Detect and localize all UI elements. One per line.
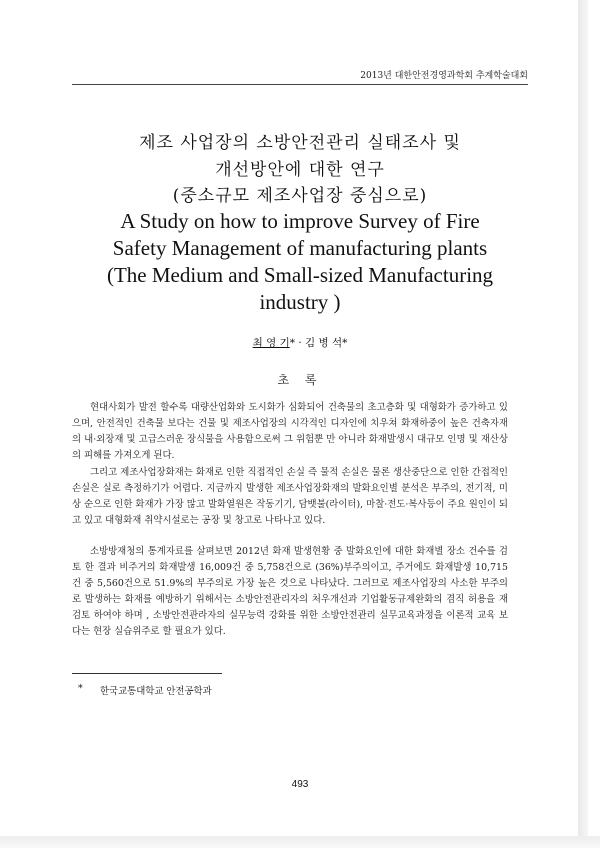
- abstract-paragraph-3: 소방방재청의 통계자료를 살펴보면 2012년 화재 발생현황 중 발화요인에 대한 화재별 장소 건수를 검토 한 결과 비주거의 화재발생 16,009건 중 5,758건으로 (36%)부주의이고, 주거에도 화재발생 10,715건 중 5,560건으로 51.9%의 부주의로 가장 높은 것으로 나타났다. 그러므로 제조사업장의 사소한 부주의로 발생하는 화재를 예방하기 위해서는 소방안전관리자의 처우개선과 기업활동규제완화의 겸직 허용을 재검토 하여야 하며 , 소방안전관라자의 실무능력 강화를 위한 소방안전관리 실무교육과정을 이론적 교육 보다는 현장 실습위주로 할 필요가 있다.: [72, 546, 508, 638]
- author-1-affiliation-mark: *: [289, 337, 295, 349]
- abstract-paragraph-2: 그리고 제조사업장화재는 화재로 인한 직접적인 손실 즉 물적 손실은 물론 생산중단으로 인한 간접적인 손실은 실로 측정하기가 어렵다. 지금까지 발생한 제조사업장화재의 발화요인별 분석은 부주의, 전기적, 미상 순으로 인한 화재가 가장 많고 발화열원은 작동기기, 담뱃불(라이터), 마찰·전도·복사등이 주요 원인이 되고 있고 대형화재 취약시설로는 공장 및 창고로 나타나고 있다.: [72, 467, 508, 527]
- abstract-heading: 초 록: [277, 373, 323, 387]
- footnote-text: 한국교통대학교 안전공학과: [100, 686, 212, 697]
- author-line: [0, 335, 600, 350]
- author-2: 김 병 석: [305, 337, 343, 349]
- footnote-mark: *: [78, 683, 83, 694]
- footnote: [78, 683, 212, 697]
- english-title-line-1: A Study on how to improve Survey of Fire: [120, 209, 480, 233]
- korean-subtitle: (중소규모 제조사업장 중심으로): [172, 186, 428, 206]
- running-header: 2013년 대한안전경영과학회 추계학술대회: [360, 71, 528, 81]
- korean-title-line-2: 개선방안에 대한 연구: [215, 160, 385, 180]
- korean-title-line-1: 제조 사업장의 소방안전관리 실태조사 및: [139, 133, 461, 153]
- author-1: 최 영 기: [252, 337, 290, 349]
- author-separator: ·: [298, 337, 306, 349]
- english-title-line-3: (The Medium and Small-sized Manufacturing: [106, 263, 494, 287]
- author-2-affiliation-mark: *: [342, 337, 348, 349]
- page-edge-shadow-bottom: [0, 836, 600, 848]
- header-rule: [72, 84, 528, 85]
- page-number: 493: [291, 779, 309, 790]
- page-edge-shadow-right: [578, 0, 588, 848]
- abstract-paragraph-1: 현대사회가 발전 할수록 대량산업화와 도시화가 심화되어 건축물의 초고층화 및 대형화가 증가하고 있으며, 안전적인 건축물 보다는 건물 및 제조사업장의 시각적인 디자인에 치우쳐 화재하중이 높은 건축자재의 내·외장재 및 고급스러운 장식물을 사용함으로써 그 위험뿐 만 아니라 화재발생시 대규모 인명 및 재산상의 피해를 가져오게 된다.: [72, 402, 508, 462]
- english-title-line-4: industry ): [259, 290, 341, 314]
- english-title-line-2: Safety Management of manufacturing plants: [112, 236, 488, 260]
- footnote-rule: [72, 673, 222, 674]
